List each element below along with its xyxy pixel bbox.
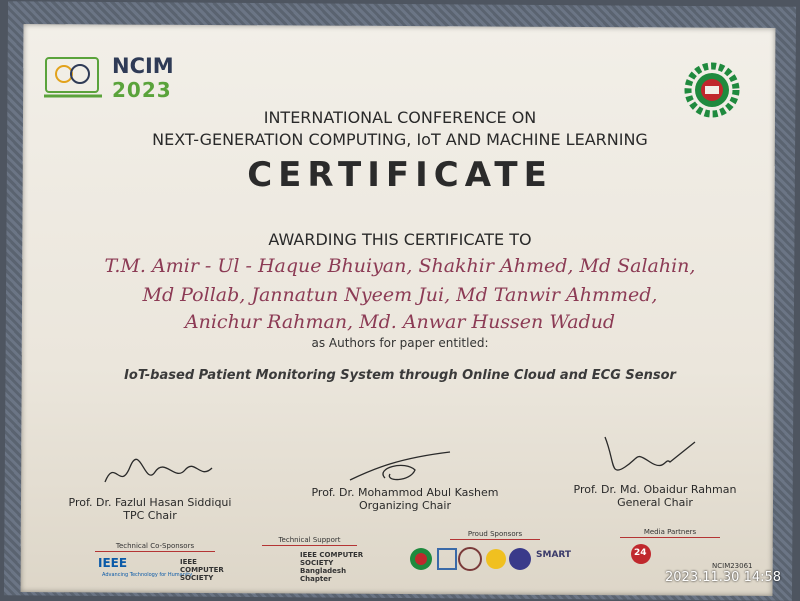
signatory-1 <box>40 496 260 522</box>
sponsor-logos-icon <box>408 545 536 573</box>
media-partners-label: Media Partners <box>620 528 720 538</box>
conference-line-2: NEXT-GENERATION COMPUTING, IoT AND MACHINE LEARNING <box>152 130 648 149</box>
ieee-cs-logo: IEEE COMPUTER SOCIETY <box>180 558 224 582</box>
certificate-code: NCIM23061 <box>712 562 753 570</box>
signatory-role: General Chair <box>617 496 693 509</box>
signatory-name: Prof. Dr. Mohammod Abul Kashem <box>311 486 499 499</box>
ieee-tagline: Advancing Technology for Humanity <box>102 572 193 578</box>
signatory-name: Prof. Dr. Md. Obaidur Rahman <box>573 483 737 496</box>
signature-3 <box>595 432 705 482</box>
as-authors-text: as Authors for paper entitled: <box>311 336 489 350</box>
technical-co-sponsors-label: Technical Co-Sponsors <box>95 542 215 552</box>
media-partner-logo: 24 <box>634 548 647 558</box>
ncim-logo-icon <box>44 54 104 100</box>
paper-title: IoT-based Patient Monitoring System through Online Cloud and ECG Sensor <box>124 368 676 383</box>
recipient-names-line-2: Md Pollab, Jannatun Nyeem Jui, Md Tanwir Ahmmed, <box>142 284 658 306</box>
certificate-heading: CERTIFICATE <box>247 155 553 195</box>
signatory-role: TPC Chair <box>123 509 177 522</box>
signatory-3 <box>555 483 755 509</box>
technical-support-label: Technical Support <box>262 536 357 546</box>
recipient-names-line-3: Anichur Rahman, Md. Anwar Hussen Wadud <box>184 311 616 333</box>
conference-line-1: INTERNATIONAL CONFERENCE ON <box>263 108 537 127</box>
proud-sponsors-label: Proud Sponsors <box>450 530 540 540</box>
signatory-2 <box>290 486 520 512</box>
logo-name: NCIM <box>112 54 174 78</box>
logo-year: 2023 <box>112 78 172 102</box>
signatory-role: Organizing Chair <box>359 499 451 512</box>
signatory-name: Prof. Dr. Fazlul Hasan Siddiqui <box>68 496 232 509</box>
smart-sponsor-logo: SMART <box>536 550 572 560</box>
recipient-names-line-1: T.M. Amir - Ul - Haque Bhuiyan, Shakhir Ahmed, Md Salahin, <box>104 255 696 277</box>
signature-2 <box>345 448 455 488</box>
signature-1 <box>100 452 220 492</box>
photo-timestamp: 2023.11.30 14:58 <box>665 570 782 585</box>
ieee-cs-bd-logo: IEEE COMPUTER SOCIETY Bangladesh Chapter <box>300 551 364 583</box>
ieee-logo: IEEE <box>98 556 128 570</box>
awarding-text: AWARDING THIS CERTIFICATE TO <box>268 230 532 249</box>
